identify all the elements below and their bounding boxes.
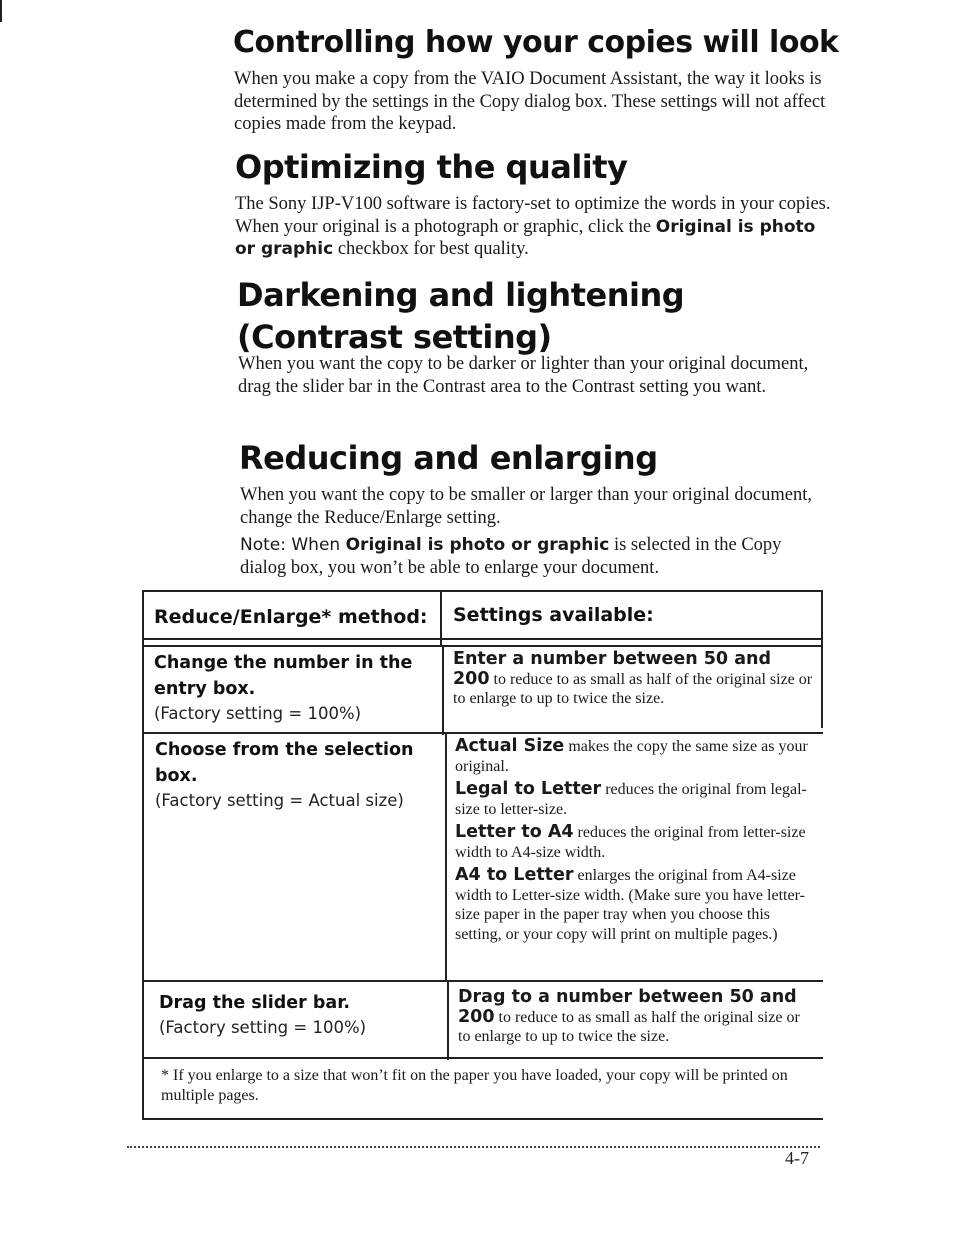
heading-contrast-line2: (Contrast setting) xyxy=(237,318,552,356)
row3-bottom-rule xyxy=(142,1057,823,1059)
quality-text-pre: The Sony IJP-V100 software is factory-set to optimize the words in your copies. When your original is a photograph or graphic, click the xyxy=(235,194,831,237)
paragraph-reducing-enlarging: When you want the copy to be smaller or larger than your original document, change the Reduce/Enlarge setting. xyxy=(240,485,812,528)
table-row-selection-box xyxy=(155,737,435,813)
settings-entry-box xyxy=(453,650,813,709)
setting-desc: enlarges the original from A4-size width to Letter-size width. (Make sure you have letter-size paper in the paper tray when you choose this setting, or your copy will print on multiple pages.) xyxy=(455,867,805,943)
table-row-slider-bar xyxy=(159,990,439,1040)
footer-dotted-rule xyxy=(127,1128,820,1148)
heading-controlling-copies: Controlling how your copies will look xyxy=(233,25,839,60)
setting-term: Enter a number between 50 and 200 xyxy=(453,649,771,689)
setting-desc: to reduce to as small as half of the original size or to enlarge to up to twice the size. xyxy=(453,670,813,707)
note-option-name: Original is photo or graphic xyxy=(345,535,610,555)
paragraph-optimizing-quality xyxy=(235,193,835,261)
table-right-border xyxy=(821,590,823,728)
header-rule-1 xyxy=(142,638,823,640)
paragraph-controlling-copies: When you make a copy from the VAIO Document Assistant, the way it looks is determined by the settings in the Copy dialog box. These settings will not affect copies made from the keypad. xyxy=(234,69,826,134)
setting-term: Letter to A4 xyxy=(455,822,574,842)
table-row-entry-box xyxy=(154,650,424,726)
header-rule-2 xyxy=(142,645,823,647)
setting-term: Actual Size xyxy=(455,736,565,756)
page-edge-mark xyxy=(0,0,2,22)
settings-selection-box xyxy=(455,737,813,948)
column-divider-row2 xyxy=(445,732,447,982)
factory-setting-entry-box: (Factory setting = 100%) xyxy=(154,704,362,723)
heading-reducing-enlarging: Reducing and enlarging xyxy=(239,439,658,477)
setting-desc: to reduce to as small as half the original size or to enlarge to up to twice the size. xyxy=(458,1008,800,1045)
note-paragraph xyxy=(240,534,825,579)
factory-setting-selection-box: (Factory setting = Actual size) xyxy=(155,791,404,810)
column-divider-row1 xyxy=(442,645,444,735)
note-lead: Note: When xyxy=(240,535,346,555)
settings-slider-bar xyxy=(458,988,816,1047)
table-footnote: * If you enlarge to a size that won’t fit on the paper you have loaded, your copy will be printed on multiple pages. xyxy=(161,1067,788,1104)
header-method: Reduce/Enlarge* method: xyxy=(154,606,428,628)
row2-bottom-rule xyxy=(142,980,823,982)
setting-term: Legal to Letter xyxy=(455,779,602,799)
page-number: 4-7 xyxy=(785,1148,809,1168)
row1-bottom-rule xyxy=(142,732,823,734)
heading-contrast-line1: Darkening and lightening xyxy=(237,276,685,314)
setting-letter-to-a4 xyxy=(455,823,813,862)
quality-text-post: checkbox for best quality. xyxy=(333,239,529,259)
setting-desc: makes the copy the same size as your original. xyxy=(455,738,808,775)
note-rest: is selected in the Copy dialog box, you won’t be able to enlarge your document. xyxy=(240,535,782,578)
method-slider-bar: Drag the slider bar. xyxy=(159,993,351,1013)
setting-desc: reduces the original from letter-size width to A4-size width. xyxy=(455,824,806,861)
factory-setting-slider-bar: (Factory setting = 100%) xyxy=(159,1018,367,1037)
setting-actual-size xyxy=(455,737,813,776)
header-settings: Settings available: xyxy=(453,604,654,626)
table-top-border xyxy=(142,590,823,592)
setting-term: A4 to Letter xyxy=(455,865,574,885)
column-divider-header xyxy=(440,590,442,645)
heading-optimizing-quality: Optimizing the quality xyxy=(235,148,628,186)
setting-legal-to-letter xyxy=(455,780,813,819)
table-bottom-border xyxy=(142,1118,823,1120)
setting-desc: reduces the original from legal-size to letter-size. xyxy=(455,781,807,818)
method-selection-box: Choose from the selection box. xyxy=(155,740,414,786)
setting-a4-to-letter xyxy=(455,866,813,944)
table-left-border xyxy=(142,590,144,1120)
method-entry-box: Change the number in the entry box. xyxy=(154,653,413,699)
paragraph-contrast: When you want the copy to be darker or lighter than your original document, drag the slider bar in the Contrast area to the Contrast setting you want. xyxy=(238,354,809,397)
quality-option-name: Original is photo or graphic xyxy=(235,216,816,259)
column-divider-row3 xyxy=(447,980,449,1060)
heading-contrast xyxy=(237,274,684,358)
reduce-enlarge-table xyxy=(142,590,823,1120)
setting-term: Drag to a number between 50 and 200 xyxy=(458,987,797,1027)
